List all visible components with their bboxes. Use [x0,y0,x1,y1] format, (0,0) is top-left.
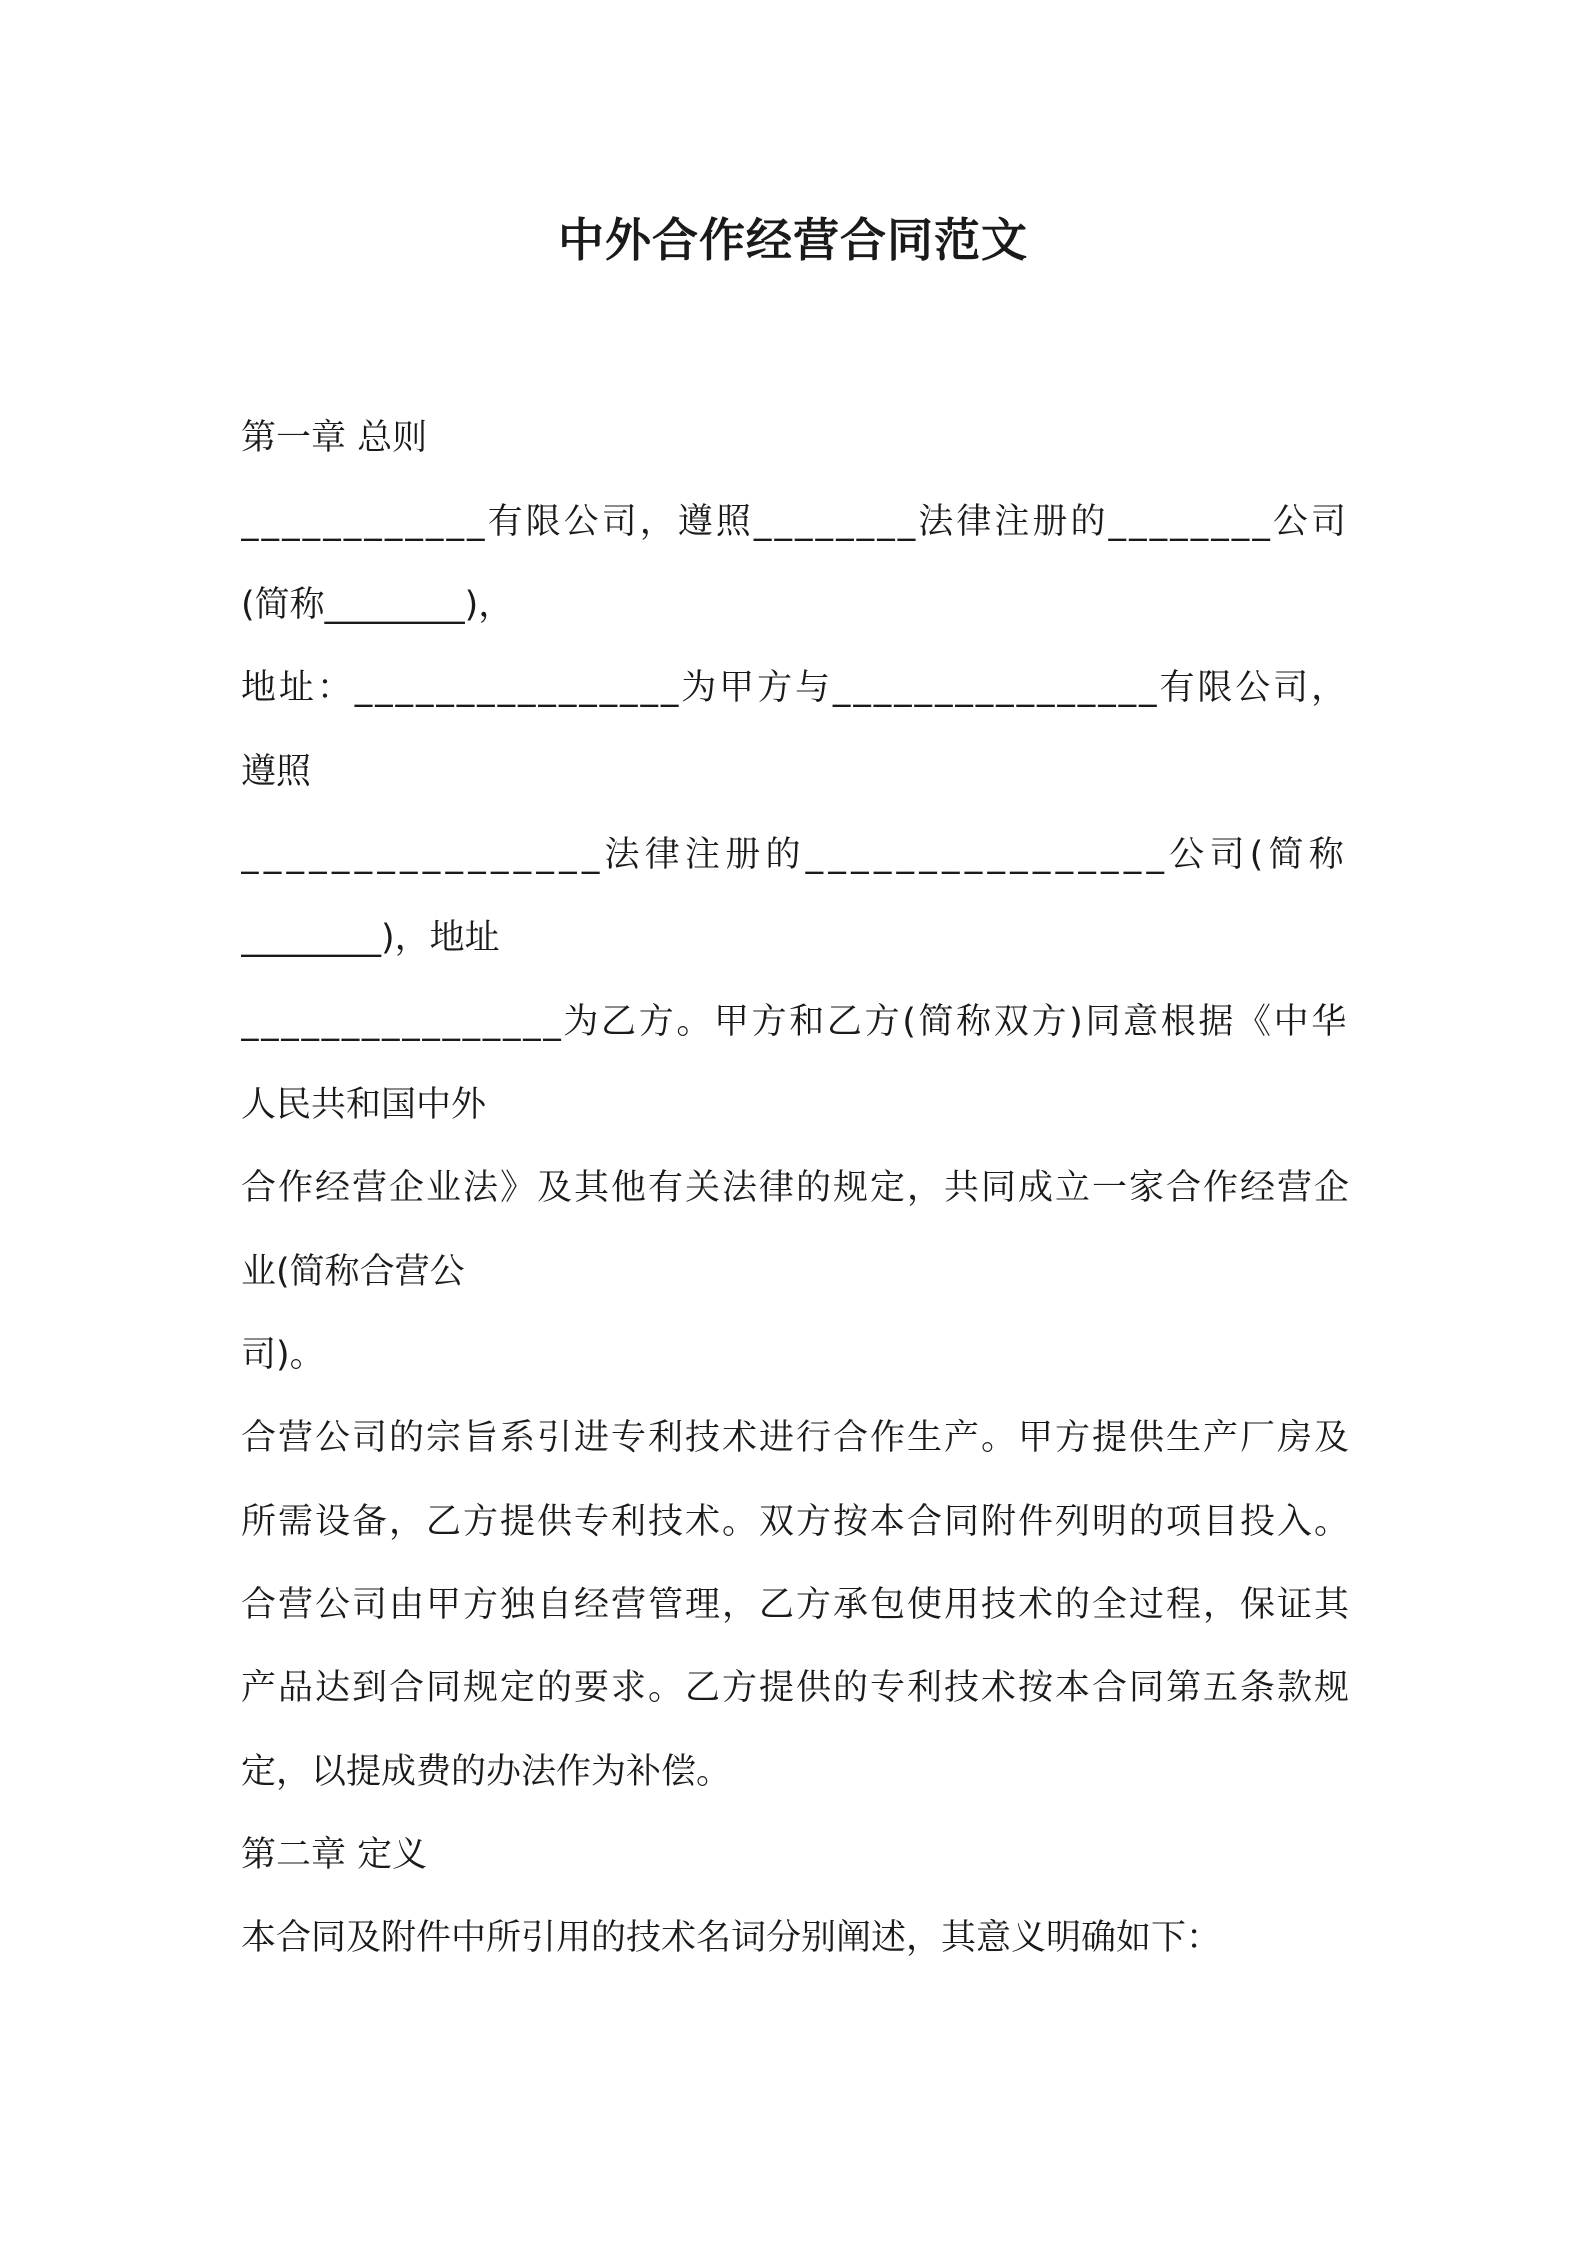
chapter-heading-1: 第一章 总则 [241,418,428,458]
line-text: 合营公司的宗旨系引进专利技术进行合作生产。甲方提供生产厂房及 [241,1418,1351,1458]
paragraph-line: 人民共和国中外 [241,1085,487,1125]
paragraph-line [241,825,1351,885]
line-text: ________________为乙方。甲方和乙方(简称双方)同意根据《中华 [241,1002,1349,1042]
paragraph-line [241,992,1351,1052]
line-text: 产品达到合同规定的要求。乙方提供的专利技术按本合同第五条款规 [241,1668,1351,1708]
paragraph-line [241,658,1351,718]
chapter-heading-2: 第二章 定义 [241,1835,428,1875]
line-text: 合营公司由甲方独自经营管理，乙方承包使用技术的全过程，保证其 [241,1585,1351,1625]
paragraph-line [241,1658,1351,1718]
paragraph-line: ________)，地址 [241,918,500,958]
paragraph-line: (简称________)， [241,585,514,625]
paragraph-line: 定，以提成费的办法作为补偿。 [241,1752,732,1792]
line-text: 地址：________________为甲方与________________有限公司， [241,668,1349,708]
line-text: ____________有限公司，遵照________法律注册的________公司 [241,502,1349,542]
paragraph-line: 业(简称合营公 [241,1252,465,1292]
paragraph-line [241,1158,1351,1218]
paragraph-line [241,492,1351,552]
line-text: ________________法律注册的________________公司(简称 [241,835,1349,875]
paragraph-line [241,1492,1351,1552]
paragraph-line [241,1575,1351,1635]
paragraph-line: 遵照 [241,752,312,792]
document-title: 中外合作经营合同范文 [558,213,1028,267]
paragraph-line: 本合同及附件中所引用的技术名词分别阐述，其意义明确如下： [241,1918,1222,1958]
line-text: 合作经营企业法》及其他有关法律的规定，共同成立一家合作经营企 [241,1168,1351,1208]
paragraph-line [241,1408,1351,1468]
paragraph-line: 司)。 [241,1335,325,1375]
line-text: 所需设备，乙方提供专利技术。双方按本合同附件列明的项目投入。 [241,1502,1351,1542]
